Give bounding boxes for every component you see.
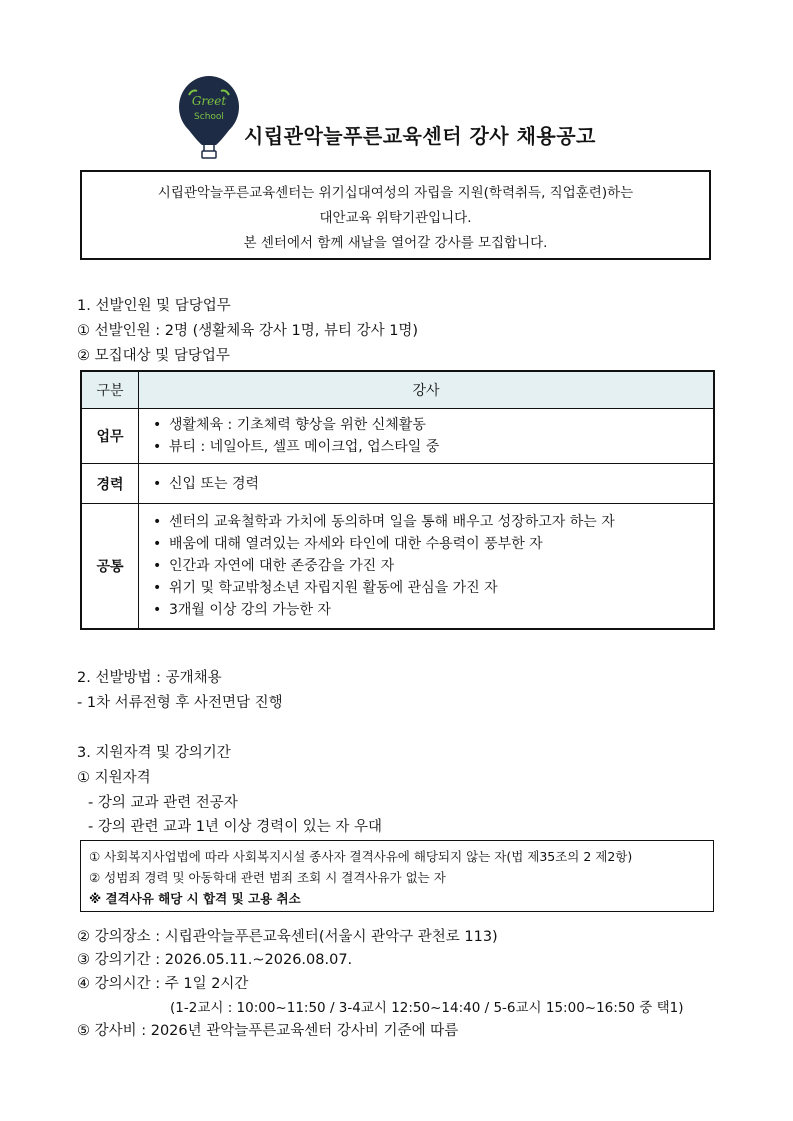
- headcount-item: ① 선발인원 : 2명 (생활체육 강사 1명, 뷰티 강사 1명): [77, 323, 419, 339]
- row-label-career: 경력: [81, 464, 139, 504]
- table-row: [81, 504, 714, 629]
- list-item: • 위기 및 학교밖청소년 자립지원 활동에 관심을 가진 자: [153, 577, 713, 599]
- selection-detail: - 1차 서류전형 후 사전면담 진행: [77, 695, 283, 711]
- intro-line: 대안교육 위탁기관입니다.: [319, 210, 472, 226]
- target-duties-item: ② 모집대상 및 담당업무: [77, 348, 230, 364]
- table-row: [81, 409, 714, 464]
- balloon-icon: [175, 75, 243, 159]
- section1-heading: 1. 선발인원 및 담당업무: [77, 298, 231, 314]
- notice-line: ① 사회복지사업법에 따라 사회복지시설 종사자 결격사유에 해당되지 않는 자(법 제35조의 2 제2항): [89, 849, 633, 864]
- row-content: [139, 504, 715, 629]
- notice-warning: ※ 결격사유 해당 시 합격 및 고용 취소: [89, 891, 301, 906]
- list-item: • 생활체육 : 기초체력 향상을 위한 신체활동: [153, 414, 713, 436]
- table-header-row: [81, 371, 714, 409]
- section3-heading: 3. 지원자격 및 강의기간: [77, 745, 231, 761]
- page-title: 시립관악늘푸른교육센터 강사 채용공고: [244, 124, 596, 148]
- notice-line: ② 성범죄 경력 및 아동학대 관련 범죄 조회 시 결격사유가 없는 자: [89, 870, 446, 885]
- lecture-place: ② 강의장소 : 시립관악늘푸른교육센터(서울시 관악구 관천로 113): [77, 929, 498, 945]
- lecture-time-detail: (1-2교시 : 10:00~11:50 / 3-4교시 12:50~14:40 / 5-6교시 15:00~16:50 중 택1): [170, 1000, 684, 1016]
- logo-text-school: School: [194, 112, 224, 122]
- row-content: [139, 409, 715, 464]
- disqualification-notice-box: [80, 840, 714, 912]
- list-item: • 뷰티 : 네일아트, 셀프 메이크업, 업스타일 중: [153, 436, 713, 458]
- list-item: • 3개월 이상 강의 가능한 자: [153, 599, 713, 621]
- intro-line: 시립관악늘푸른교육센터는 위기십대여성의 자립을 지원(학력취득, 직업훈련)하는: [157, 185, 634, 201]
- qualification-title: ① 지원자격: [77, 770, 151, 786]
- table-header-category: 구분: [81, 371, 139, 409]
- intro-line: 본 센터에서 함께 새날을 열어갈 강사를 모집합니다.: [243, 235, 548, 251]
- intro-box: [80, 170, 711, 260]
- duties-table: [80, 370, 715, 630]
- list-item: • 신입 또는 경력: [153, 473, 713, 495]
- lecture-period: ③ 강의기간 : 2026.05.11.~2026.08.07.: [77, 952, 353, 968]
- list-item: • 센터의 교육철학과 가치에 동의하며 일을 통해 배우고 성장하고자 하는 자: [153, 511, 713, 533]
- lecture-time: ④ 강의시간 : 주 1일 2시간: [77, 976, 249, 992]
- row-content: [139, 464, 715, 504]
- table-header-instructor: 강사: [139, 371, 715, 409]
- table-row: [81, 464, 714, 504]
- instructor-fee: ⑤ 강사비 : 2026년 관악늘푸른교육센터 강사비 기준에 따름: [77, 1023, 459, 1039]
- row-label-common: 공통: [81, 504, 139, 629]
- section2-heading: 2. 선발방법 : 공개채용: [77, 670, 222, 686]
- logo-text-greet: Greet: [191, 94, 227, 108]
- list-item: • 인간과 자연에 대한 존중감을 가진 자: [153, 555, 713, 577]
- list-item: • 배움에 대해 열려있는 자세와 타인에 대한 수용력이 풍부한 자: [153, 533, 713, 555]
- qualification-item: - 강의 교과 관련 전공자: [88, 795, 238, 811]
- qualification-item: - 강의 관련 교과 1년 이상 경력이 있는 자 우대: [88, 819, 383, 835]
- row-label-duties: 업무: [81, 409, 139, 464]
- greet-school-logo: [175, 75, 243, 159]
